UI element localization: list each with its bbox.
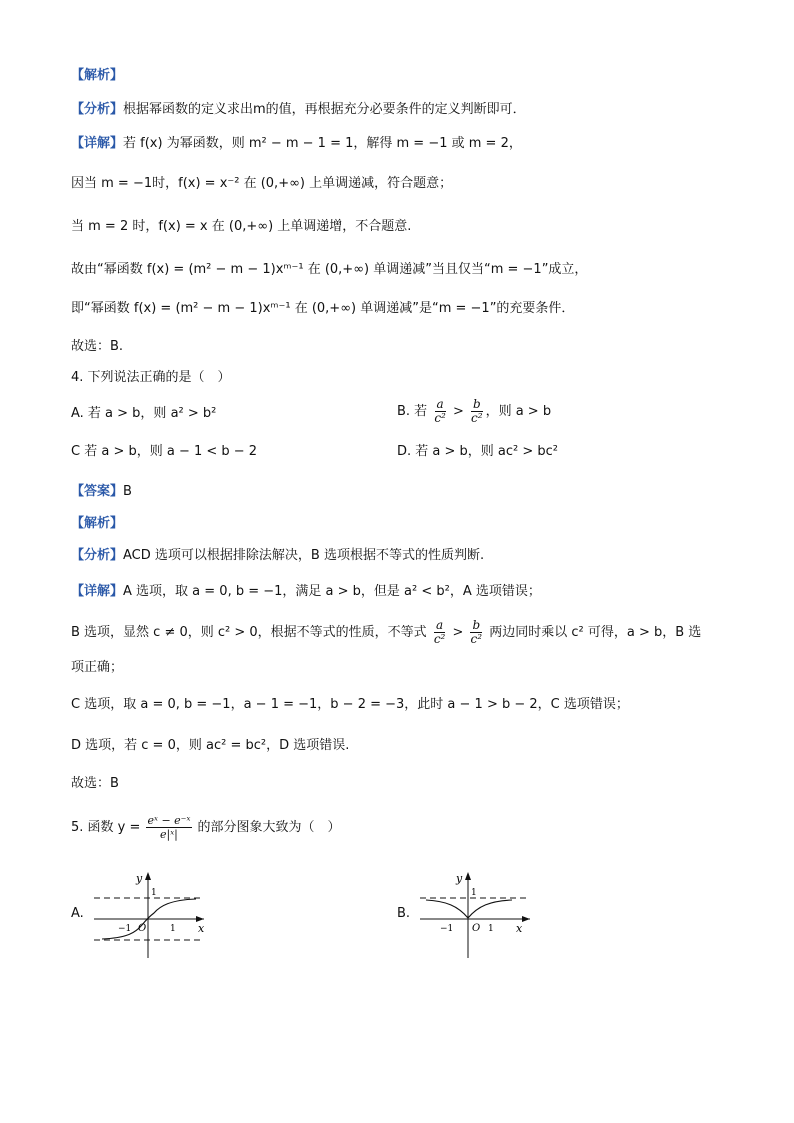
q4-detail-a: 【详解】A 选项，取 a = 0, b = −1，满足 a > b，但是 a² < b²，A 选项错误； (71, 584, 541, 599)
q4-option-d: D. 若 a > b，则 ac² > bc² (397, 444, 559, 459)
prev-detail-line5: 即“幂函数 f(x) = (m² − m − 1)xᵐ⁻¹ 在 (0,+∞) 单调递减”是“m = −1”的充要条件． (71, 301, 575, 316)
q4-detail-c: C 选项，取 a = 0, b = −1，a − 1 = −1，b − 2 = −3，此时 a − 1 > b − 2，C 选项错误； (71, 697, 629, 712)
q5-option-a-graph (90, 868, 210, 960)
svg-text:1: 1 (488, 924, 494, 934)
q5-option-a-label: A. (71, 906, 84, 921)
svg-text:y: y (136, 872, 143, 885)
svg-text:O: O (138, 923, 147, 934)
prev-analysis: 【分析】根据幂函数的定义求出m的值，再根据充分必要条件的定义判断即可． (71, 102, 526, 117)
q4-answer: 【答案】B (71, 484, 132, 499)
prev-answer: 故选：B. (71, 339, 124, 354)
q4-detail-frac-right: $\frac{b}{\text{c²}}$ (470, 618, 483, 646)
q4-option-b-frac-left: $\frac{a}{\text{c²}}$ (434, 397, 446, 425)
svg-text:1: 1 (170, 924, 176, 934)
svg-text:x: x (198, 922, 205, 935)
svg-text:1: 1 (471, 888, 477, 898)
svg-text:y: y (456, 872, 463, 885)
svg-text:x: x (516, 922, 523, 935)
q5-option-b-label: B. (397, 906, 411, 921)
q4-option-a: A. 若 a > b，则 a² > b² (71, 406, 217, 421)
prev-detail-line1: 【详解】若 f(x) 为幂函数，则 m² − m − 1 = 1，解得 m = −1 或 m = 2， (71, 136, 522, 151)
svg-text:O: O (472, 923, 481, 934)
q4-option-c: C 若 a > b，则 a − 1 < b − 2 (71, 444, 258, 459)
q4-detail-b2: 项正确； (71, 660, 124, 675)
q4-option-b: B. 若 $\frac{a}{\text{c²}}$ > $\frac{b}{\text{c²}}$ ，则 a > b (397, 397, 552, 425)
svg-text:1: 1 (151, 888, 157, 898)
q5-stem: 5. 函数 y = $\frac{\text{eˣ − e⁻ˣ}}{\text{e|ˣ|}}$ 的部分图象大致为（ ） (71, 814, 341, 841)
svg-text:−1: −1 (118, 924, 132, 934)
prev-solution-header: 【解析】 (71, 68, 124, 83)
prev-detail-line2: 因当 m = −1时，f(x) = x⁻² 在 (0,+∞) 上单调递减，符合题意； (71, 176, 453, 191)
q4-analysis: 【分析】ACD 选项可以根据排除法解决，B 选项根据不等式的性质判断. (71, 548, 485, 563)
prev-detail-line4: 故由“幂函数 f(x) = (m² − m − 1)xᵐ⁻¹ 在 (0,+∞) 单调递减”当且仅当“m = −1”成立， (71, 262, 588, 277)
prev-detail-line3: 当 m = 2 时，f(x) = x 在 (0,+∞) 上单调递增，不合题意. (71, 219, 412, 234)
q5-option-b-graph (416, 868, 536, 960)
q5-stem-fraction: $\frac{\text{eˣ − e⁻ˣ}}{\text{e|ˣ|}}$ (147, 814, 191, 841)
q4-detail-frac-left: $\frac{a}{\text{c²}}$ (433, 618, 446, 646)
svg-text:−1: −1 (440, 924, 454, 934)
q4-stem: 4. 下列说法正确的是（ ） (71, 370, 231, 385)
q4-final-answer: 故选：B (71, 776, 119, 791)
q4-option-b-frac-right: $\frac{b}{\text{c²}}$ (471, 397, 483, 425)
q4-detail-d: D 选项，若 c = 0，则 ac² = bc²，D 选项错误. (71, 738, 350, 753)
q4-solution-header: 【解析】 (71, 516, 124, 531)
q4-detail-b1: B 选项，显然 c ≠ 0，则 c² > 0，根据不等式的性质，不等式 $\frac{a}{\text{c²}}$ > $\frac{b}{\text{c²}}$ 两边同时乘以 c² 可得，a > b，B 选 (71, 618, 702, 646)
